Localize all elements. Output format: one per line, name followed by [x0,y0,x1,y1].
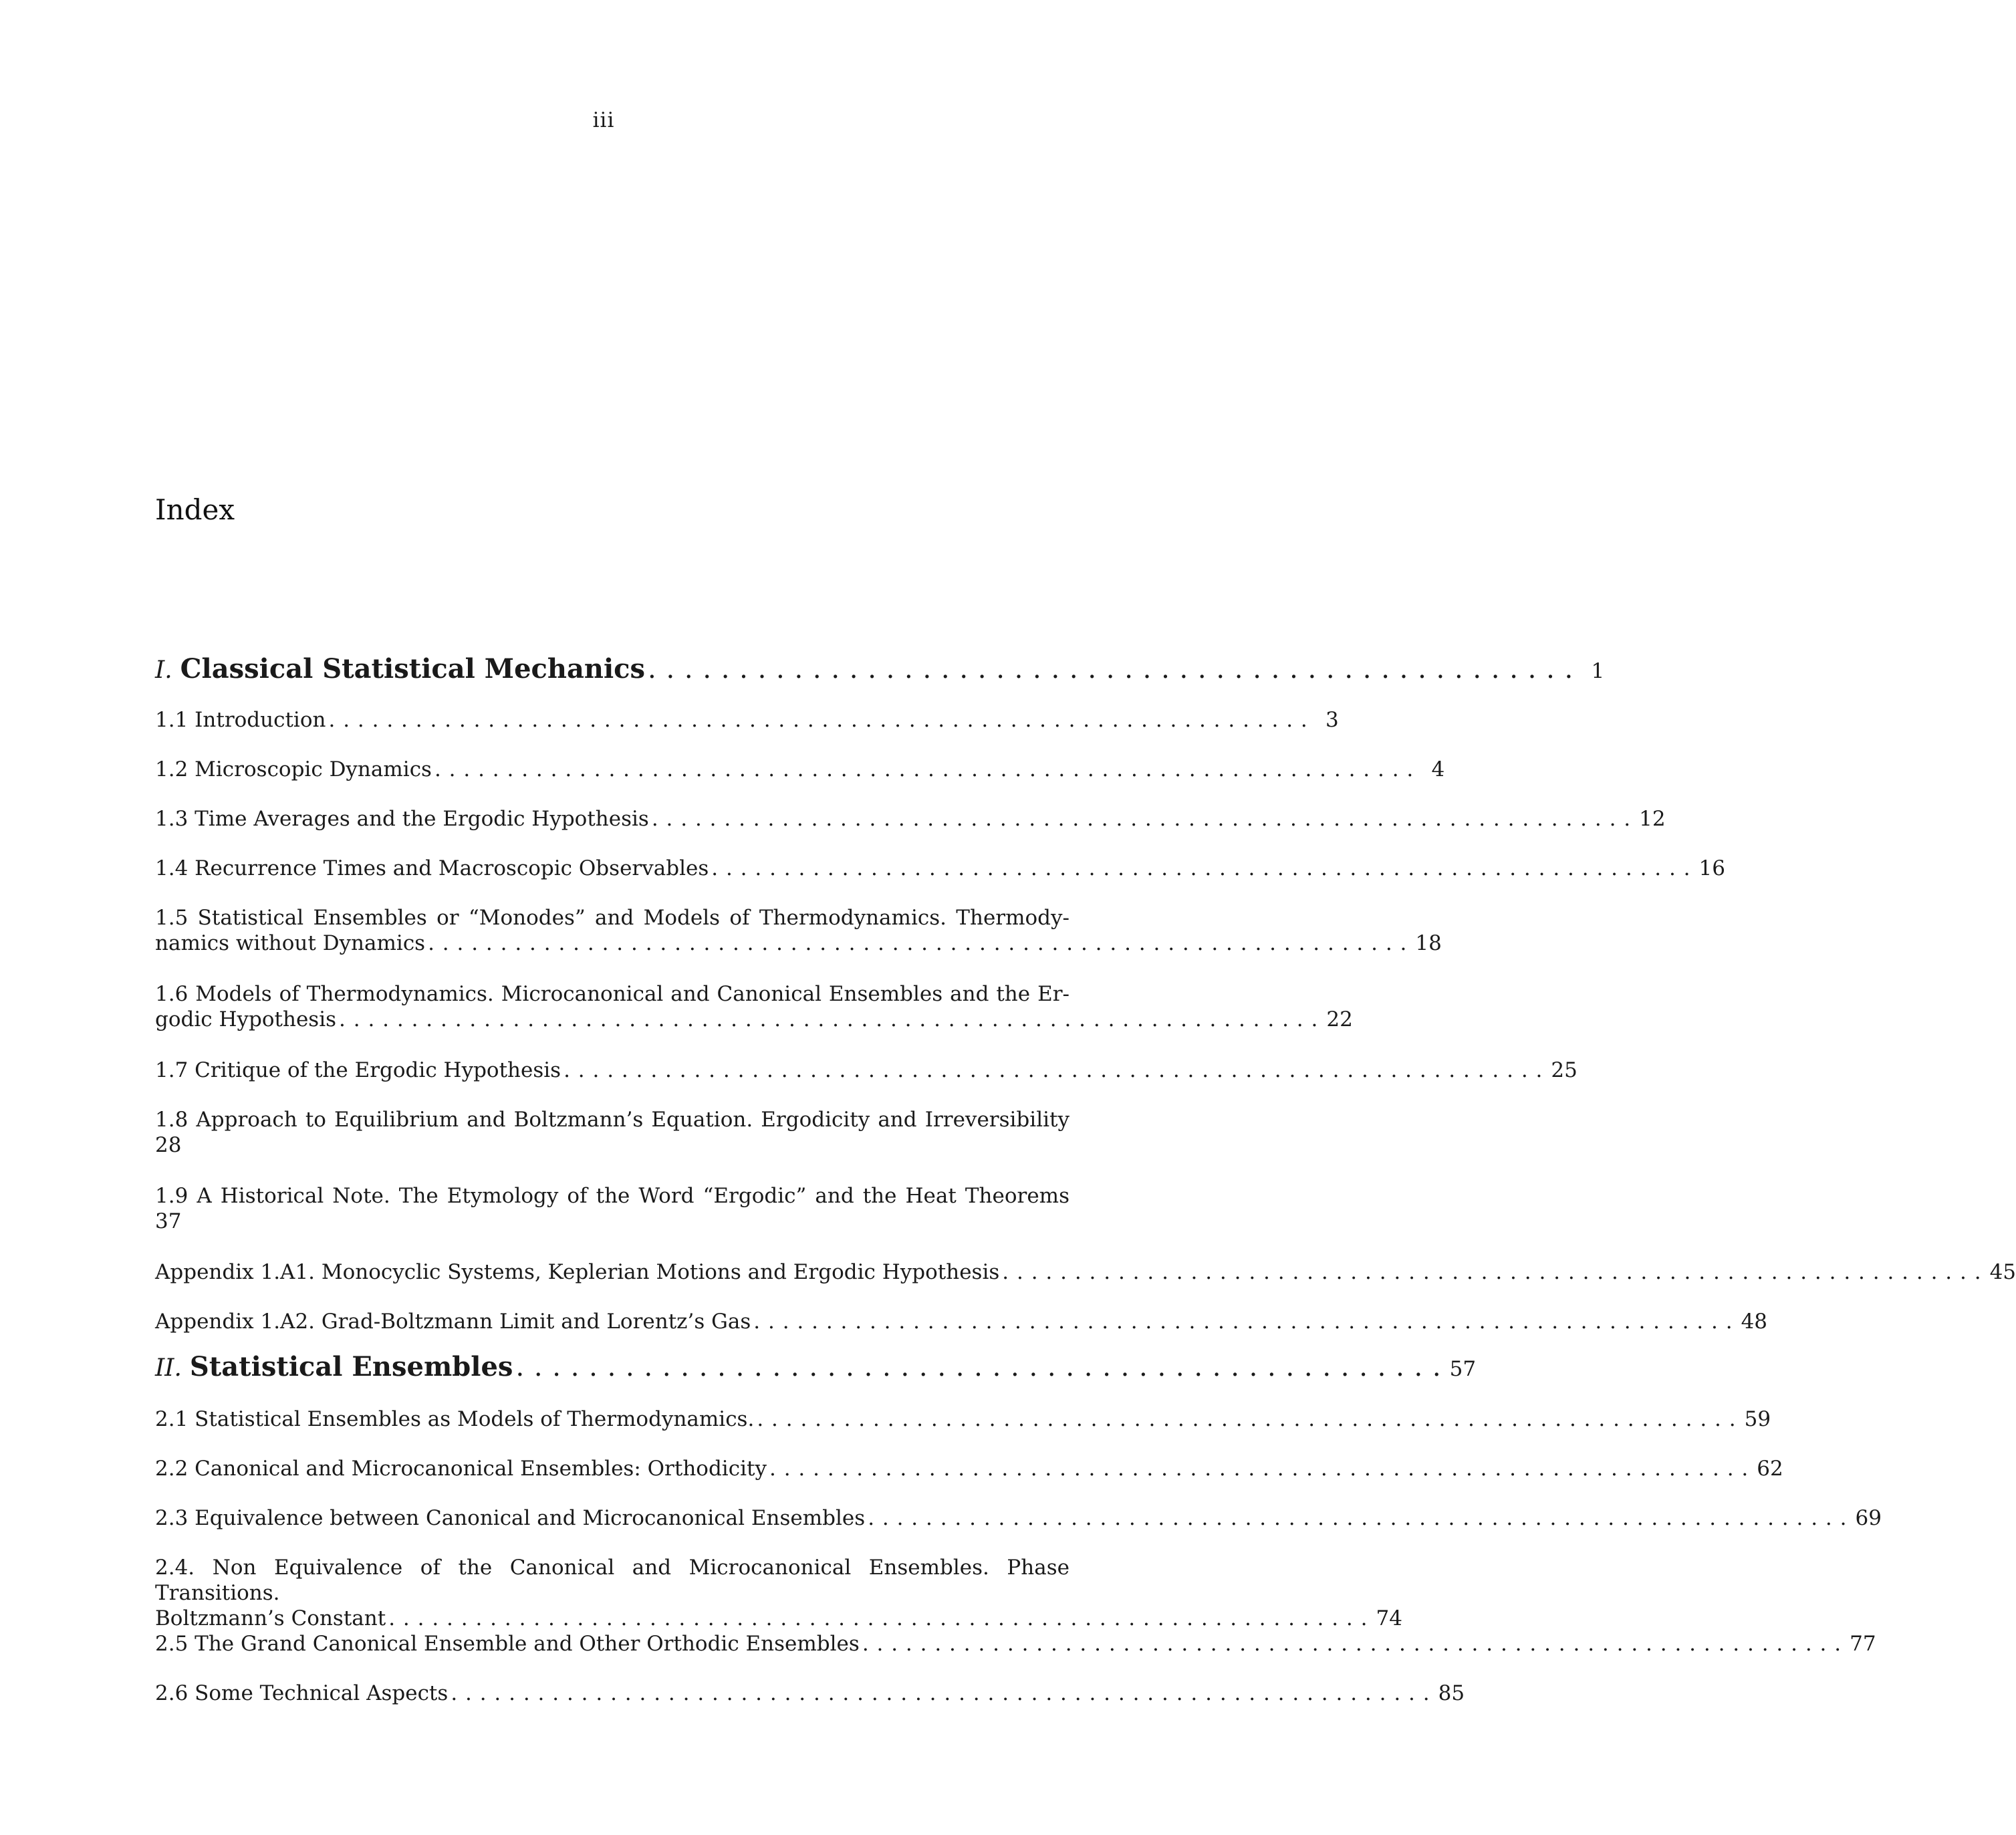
page-number: 28 [155,1133,182,1157]
page-number: 62 [1757,1457,1783,1481]
entry-title: 2.2 Canonical and Microcanonical Ensembles: Orthodicity [155,1457,767,1481]
page-folio: iii [592,108,615,132]
page-number: 48 [1741,1310,1768,1334]
dot-leader: . . . . . . . . . . . . . . . . . . . . . . . . . . . . . . . . . . . . . . . . . . . . . . . . . . . . . . . . . . . . . . . . . . . . [563,1058,1543,1082]
toc-entry-1-6[interactable] [155,981,1353,1032]
entry-title: 2.6 Some Technical Aspects [155,1681,449,1705]
toc-entry-1-2[interactable] [155,757,1445,782]
page-number: 12 [1639,807,1666,831]
entry-title-line-1: 1.8 Approach to Equilibrium and Boltzmann’s Equation. Ergodicity and Irreversibility [155,1108,1069,1132]
page-title: Index [155,493,235,526]
dot-leader: . . . . . . . . . . . . . . . . . . . . . . . . . . . . . . . . . . . . . . . . . . . . . . . . . . . . . . . . . . . . . . . . . . . . [428,931,1408,955]
entry-title: 1.1 Introduction [155,708,326,732]
dot-leader: . . . . . . . . . . . . . . . . . . . . . . . . . . . . . . . . . . . . . . . . . . . . . . . . . . . . . . . . . . . . . . . . . . . . [434,757,1414,781]
toc-entry-2-6[interactable] [155,1681,1465,1706]
chapter-title: Classical Statistical Mechanics [180,653,646,685]
toc-chapter-1[interactable] [155,652,1605,688]
entry-title: 2.3 Equivalence between Canonical and Microcanonical Ensembles [155,1506,866,1530]
toc-entry-2-2[interactable] [155,1456,1783,1481]
chapter-title: Statistical Ensembles [189,1351,513,1382]
page-number: 59 [1744,1407,1771,1431]
entry-title: 2.1 Statistical Ensembles as Models of Thermodynamics. [155,1407,755,1431]
page-number: 77 [1850,1632,1876,1656]
page-number: 3 [1326,708,1339,732]
dot-leader: . . . . . . . . . . . . . . . . . . . . . . . . . . . . . . . . . . . . . . . . . . . . . . . . . . . . . . . . . . . . . . . . . . . . [1002,1260,1982,1284]
entry-title-line-2: godic Hypothesis [155,1007,337,1031]
toc-entry-1-9[interactable] [155,1183,1069,1234]
entry-title-line-1: 1.6 Models of Thermodynamics. Microcanonical and Canonical Ensembles and the Er- [155,982,1069,1006]
dot-leader: . . . . . . . . . . . . . . . . . . . . . . . . . . . . . . . . . . . . . . . . . . . . . . . . . . . . . . . . . . . . . . . . . . . . [862,1632,1842,1656]
entry-title-line-2: Boltzmann’s Constant [155,1606,386,1630]
page-number: 18 [1415,931,1442,955]
dot-leader: . . . . . . . . . . . . . . . . . . . . . . . . . . . . . . . . . . . . . . . . . . . . . . . . . . . . . . . . . . . . . . . . . . . . [868,1506,1848,1530]
dot-leader: . . . . . . . . . . . . . . . . . . . . . . . . . . . . . . . . . . . . . . . . . . . . . . . . . . . [648,654,1574,685]
entry-title-line-2: namics without Dynamics [155,931,426,955]
toc-entry-1-1[interactable] [155,707,1339,733]
entry-title-line-1: 2.4. Non Equivalence of the Canonical and Microcanonical Ensembles. Phase Transitions. [155,1556,1069,1605]
toc-entry-1-8[interactable] [155,1107,1069,1158]
page-number: 45 [1989,1260,2016,1284]
dot-leader: . . . . . . . . . . . . . . . . . . . . . . . . . . . . . . . . . . . . . . . . . . . . . . . . . . . . . . . . . . . . . . . . . . . . [651,807,1632,831]
page-number: 57 [1449,1357,1477,1381]
page-number: 25 [1551,1058,1578,1082]
dot-leader: . . . . . . . . . . . . . . . . . . . . . . . . . . . . . . . . . . . . . . . . . . . . . . . . . . . [515,1352,1442,1382]
entry-title: Appendix 1.A1. Monocyclic Systems, Keplerian Motions and Ergodic Hypothesis [155,1260,1000,1284]
chapter-number: II. [155,1354,182,1382]
toc-entry-2-3[interactable] [155,1505,1882,1531]
dot-leader: . . . . . . . . . . . . . . . . . . . . . . . . . . . . . . . . . . . . . . . . . . . . . . . . . . . . . . . . . . . . . . . . . . . . [451,1681,1430,1705]
entry-title: Appendix 1.A2. Grad-Boltzmann Limit and Lorentz’s Gas [155,1310,751,1334]
page-number: 4 [1431,757,1445,781]
page-number: 74 [1376,1606,1402,1630]
toc-entry-2-5[interactable] [155,1631,1876,1657]
toc-entry-2-4[interactable] [155,1555,1402,1631]
toc-entry-1-7[interactable] [155,1058,1578,1083]
dot-leader: . . . . . . . . . . . . . . . . . . . . . . . . . . . . . . . . . . . . . . . . . . . . . . . . . . . . . . . . . . . . . . . . . . . . [388,1606,1368,1630]
chapter-number: I. [155,656,172,684]
entry-title-line-1: 1.9 A Historical Note. The Etymology of the Word “Ergodic” and the Heat Theorems [155,1184,1069,1208]
page-number: 69 [1855,1506,1882,1530]
dot-leader: . . . . . . . . . . . . . . . . . . . . . . . . . . . . . . . . . . . . . . . . . . . . . . . . . . . . . . . . . . . . . . . . . . . . [711,856,1691,880]
toc-entry-appendix-1a1[interactable] [155,1259,2016,1285]
dot-leader: . . . . . . . . . . . . . . . . . . . . . . . . . . . . . . . . . . . . . . . . . . . . . . . . . . . . . . . . . . . . . . . . . . . . [757,1407,1737,1431]
entry-title: 1.7 Critique of the Ergodic Hypothesis [155,1058,561,1082]
dot-leader: . . . . . . . . . . . . . . . . . . . . . . . . . . . . . . . . . . . . . . . . . . . . . . . . . . . . . . . . . . . . . . . . . . . . [753,1310,1733,1334]
toc-entry-1-3[interactable] [155,806,1666,832]
dot-leader: . . . . . . . . . . . . . . . . . . . . . . . . . . . . . . . . . . . . . . . . . . . . . . . . . . . . . . . . . . . . . . . . . . . . [769,1457,1749,1481]
page-number: 85 [1438,1681,1465,1705]
entry-title: 2.5 The Grand Canonical Ensemble and Other Orthodic Ensembles [155,1632,860,1656]
entry-title: 1.4 Recurrence Times and Macroscopic Observables [155,856,709,880]
page-number: 16 [1698,856,1725,880]
dot-leader: . . . . . . . . . . . . . . . . . . . . . . . . . . . . . . . . . . . . . . . . . . . . . . . . . . . . . . . . . . . . . . . . . . . . [339,1007,1319,1031]
entry-title: 1.3 Time Averages and the Ergodic Hypothesis [155,807,649,831]
page-number: 22 [1326,1007,1353,1031]
toc-entry-2-1[interactable] [155,1406,1771,1432]
dot-leader: . . . . . . . . . . . . . . . . . . . . . . . . . . . . . . . . . . . . . . . . . . . . . . . . . . . . . . . . . . . . . . . . . . . . [328,708,1308,732]
toc-entry-1-5[interactable] [155,905,1442,956]
page-number: 37 [155,1209,182,1233]
page-number: 1 [1591,659,1605,683]
entry-title-line-1: 1.5 Statistical Ensembles or “Monodes” and Models of Thermodynamics. Thermody- [155,906,1069,930]
toc-chapter-2[interactable] [155,1350,1477,1386]
toc-entry-appendix-1a2[interactable] [155,1309,1768,1334]
toc-entry-1-4[interactable] [155,856,1725,881]
entry-title: 1.2 Microscopic Dynamics [155,757,432,781]
